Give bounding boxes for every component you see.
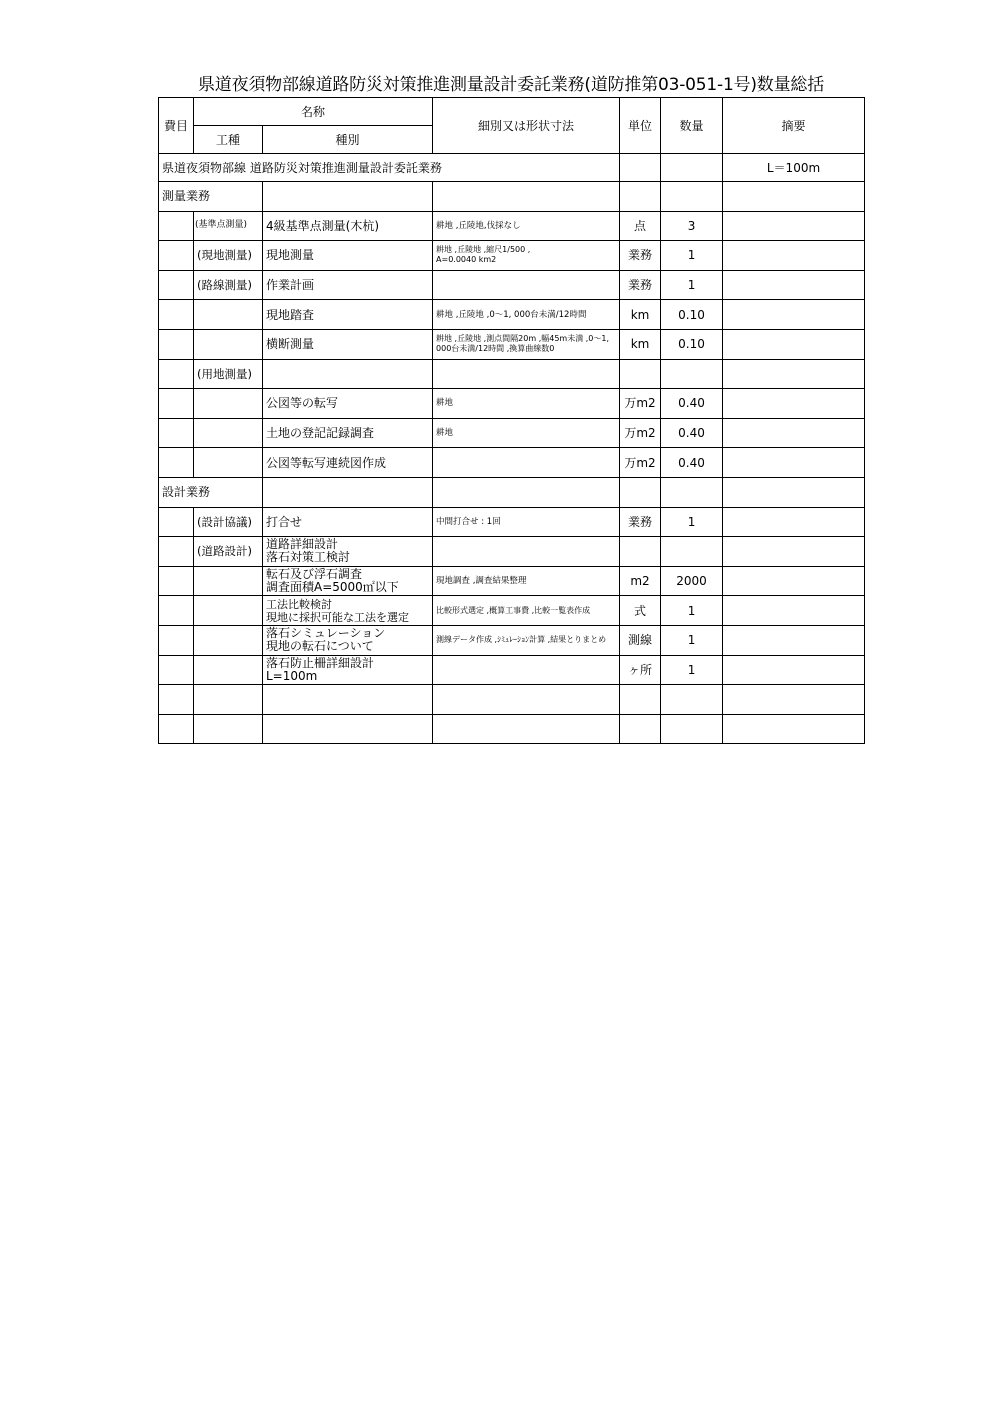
row-saibetsu: 測線データ作成 ,ｼﾐｭﾚｰｼｮﾝ計算 ,結果とりまとめ	[433, 625, 620, 655]
row-saibetsu: 中間打合せ : 1回	[433, 507, 620, 537]
header-meisho: 名称	[194, 98, 433, 126]
header-row	[159, 98, 865, 126]
row-saibetsu: 耕地 ,丘陵地 ,測点間隔20m ,幅45m未満 ,0～1, 000台未満/12時間 ,換算曲線数0	[433, 329, 620, 359]
row-koushu	[194, 329, 263, 359]
row-shubetsu	[263, 359, 433, 389]
row-suryo: 0.40	[661, 448, 723, 478]
table-row	[159, 566, 865, 596]
row-koushu: (路線測量)	[194, 270, 263, 300]
row-shubetsu: 落石シミュレーション 現地の転石について	[263, 625, 433, 655]
row-koushu	[194, 300, 263, 330]
row-shubetsu: 4級基準点測量(木杭)	[263, 211, 433, 241]
row-tani: 式	[620, 596, 661, 626]
section-row	[159, 477, 865, 507]
row-koushu	[194, 655, 263, 685]
row-shubetsu: 現地踏査	[263, 300, 433, 330]
row-suryo	[661, 537, 723, 567]
table-row	[159, 270, 865, 300]
table-row	[159, 655, 865, 685]
row-saibetsu: 耕地 ,丘陵地,伐採なし	[433, 211, 620, 241]
row-koushu: (用地測量)	[194, 359, 263, 389]
row-shubetsu: 現地測量	[263, 241, 433, 271]
table-row	[159, 625, 865, 655]
header-koushu: 工種	[194, 126, 263, 154]
row-suryo: 3	[661, 211, 723, 241]
row-shubetsu: 工法比較検討 現地に採択可能な工法を選定	[263, 596, 433, 626]
project-tekiyo: L＝100m	[723, 154, 865, 182]
row-saibetsu: 耕地	[433, 418, 620, 448]
row-koushu: (設計協議)	[194, 507, 263, 537]
row-tani: 点	[620, 211, 661, 241]
table-row	[159, 241, 865, 271]
row-suryo	[661, 359, 723, 389]
header-shubetsu: 種別	[263, 126, 433, 154]
row-tani: 測線	[620, 625, 661, 655]
row-koushu	[194, 625, 263, 655]
section-row	[159, 182, 865, 212]
row-shubetsu: 転石及び浮石調査 調査面積A=5000㎡以下	[263, 566, 433, 596]
row-suryo: 1	[661, 655, 723, 685]
table-row	[159, 537, 865, 567]
row-saibetsu: 耕地 ,丘陵地 ,0～1, 000台未満/12時間	[433, 300, 620, 330]
header-himoku: 費目	[159, 98, 194, 154]
table-row	[159, 448, 865, 478]
row-saibetsu: 耕地 ,丘陵地 ,縮尺1/500 , A=0.0040 km2	[433, 241, 620, 271]
row-saibetsu	[433, 655, 620, 685]
row-suryo: 1	[661, 241, 723, 271]
table-row	[159, 507, 865, 537]
table-row	[159, 359, 865, 389]
row-tani: 業務	[620, 270, 661, 300]
row-tani	[620, 537, 661, 567]
row-saibetsu: 耕地	[433, 389, 620, 419]
row-koushu: (基準点測量)	[194, 211, 263, 241]
row-suryo: 1	[661, 270, 723, 300]
table-row	[159, 329, 865, 359]
row-tani: 万m2	[620, 389, 661, 419]
row-saibetsu	[433, 270, 620, 300]
row-suryo: 0.40	[661, 389, 723, 419]
row-suryo: 0.10	[661, 329, 723, 359]
project-row	[159, 154, 865, 182]
section-sekkei: 設計業務	[159, 477, 263, 507]
row-shubetsu: 作業計画	[263, 270, 433, 300]
table-row	[159, 389, 865, 419]
row-tani: m2	[620, 566, 661, 596]
header-saibetsu: 細別又は形状寸法	[433, 98, 620, 154]
row-suryo: 1	[661, 507, 723, 537]
row-tani: 万m2	[620, 448, 661, 478]
row-koushu	[194, 418, 263, 448]
row-koushu: (道路設計)	[194, 537, 263, 567]
header-tani: 単位	[620, 98, 661, 154]
row-tani: km	[620, 300, 661, 330]
row-suryo: 0.10	[661, 300, 723, 330]
row-tani	[620, 359, 661, 389]
table-row	[159, 300, 865, 330]
header-tekiyo: 摘要	[723, 98, 865, 154]
row-tani: 万m2	[620, 418, 661, 448]
row-suryo: 2000	[661, 566, 723, 596]
row-shubetsu: 公図等転写連続図作成	[263, 448, 433, 478]
row-shubetsu: 公図等の転写	[263, 389, 433, 419]
row-suryo: 1	[661, 596, 723, 626]
row-koushu: (現地測量)	[194, 241, 263, 271]
header-suryo: 数量	[661, 98, 723, 154]
row-koushu	[194, 596, 263, 626]
row-koushu	[194, 566, 263, 596]
row-saibetsu: 現地調査 ,調査結果整理	[433, 566, 620, 596]
row-shubetsu: 落石防止柵詳細設計 L=100m	[263, 655, 433, 685]
document-title: 県道夜須物部線道路防災対策推進測量設計委託業務(道防推第03-051-1号)数量総括	[197, 75, 825, 95]
row-saibetsu	[433, 448, 620, 478]
row-saibetsu	[433, 359, 620, 389]
row-suryo: 0.40	[661, 418, 723, 448]
row-shubetsu: 土地の登記記録調査	[263, 418, 433, 448]
project-name: 県道夜須物部線 道路防災対策推進測量設計委託業務	[159, 154, 620, 182]
row-saibetsu	[433, 537, 620, 567]
table-row	[159, 596, 865, 626]
table-row	[159, 418, 865, 448]
row-tani: km	[620, 329, 661, 359]
row-tani: 業務	[620, 507, 661, 537]
row-shubetsu: 打合せ	[263, 507, 433, 537]
empty-row	[159, 714, 865, 744]
row-tani: ヶ所	[620, 655, 661, 685]
section-sokuryo: 測量業務	[159, 182, 263, 212]
quantity-summary-table	[158, 97, 865, 744]
row-saibetsu: 比較形式選定 ,概算工事費 ,比較一覧表作成	[433, 596, 620, 626]
row-koushu	[194, 389, 263, 419]
row-shubetsu: 横断測量	[263, 329, 433, 359]
row-koushu	[194, 448, 263, 478]
row-suryo: 1	[661, 625, 723, 655]
row-tani: 業務	[620, 241, 661, 271]
row-shubetsu: 道路詳細設計 落石対策工検討	[263, 537, 433, 567]
empty-row	[159, 685, 865, 715]
table-row	[159, 211, 865, 241]
